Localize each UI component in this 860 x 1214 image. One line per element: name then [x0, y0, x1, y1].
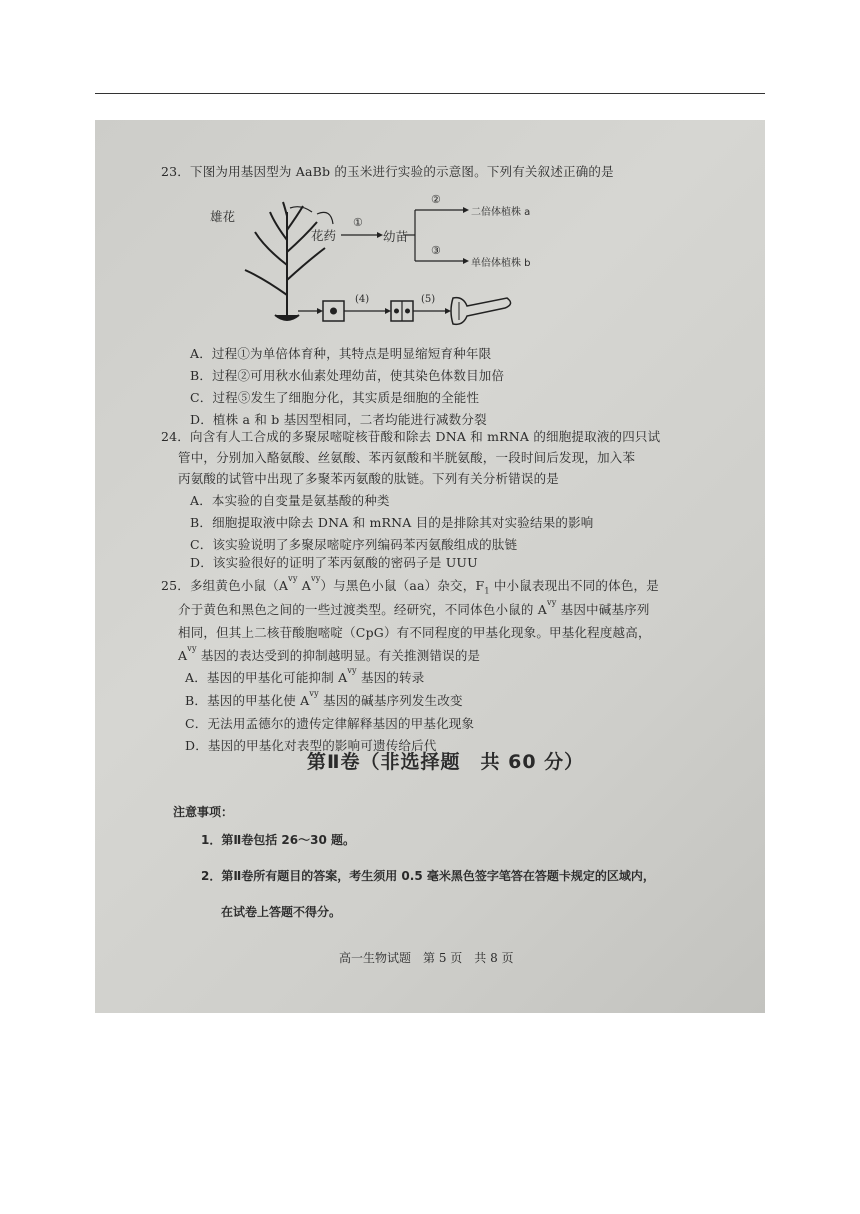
q25-line-2: 介于黄色和黑色之间的一些过渡类型。经研究，不同体色小鼠的 $A^{vy}$ 基因中碱基序列	[178, 598, 650, 617]
embryo-icon	[451, 298, 511, 325]
q24-stem-line-3: 丙氨酸的试管中出现了多聚苯丙氨酸的肽链。下列有关分析错误的是	[178, 471, 560, 486]
anther-curve	[317, 212, 333, 224]
step-5-label: (5)	[421, 294, 436, 305]
q23-diagram	[95, 120, 765, 350]
page-footer: 高一生物试题 第 5 页 共 8 页	[339, 951, 514, 965]
q25-option-a: A．基因的甲基化可能抑制 $A^{vy}$ 基因的转录	[185, 666, 425, 685]
label-plant-b: 单倍体植株 b	[471, 258, 531, 269]
q25-option-b: B．基因的甲基化使 $A^{vy}$ 基因的碱基序列发生改变	[185, 689, 463, 708]
notes-item-2: 2．第Ⅱ卷所有题目的答案，考生须用 0.5 毫米黑色签字笔答在答题卡规定的区域内，	[201, 869, 655, 883]
step-1-label: ①	[353, 216, 363, 229]
scanned-page-photo	[95, 120, 765, 1013]
section-ii-title: 第Ⅱ卷（非选择题 共 60 分）	[307, 751, 585, 773]
q25-line-1: 25．多组黄色小鼠（$A^{vy}$ $A^{vy}$）与黑色小鼠（aa）杂交，$F_1$ 中小鼠表现出不同的体色，是	[161, 574, 659, 596]
step-4-label: (4)	[355, 294, 370, 305]
q24-option-c: C．该实验说明了多聚尿嘧啶序列编码苯丙氨酸组成的肽链	[190, 537, 518, 552]
q24-stem-line-1: 24．向含有人工合成的多聚尿嘧啶核苷酸和除去 DNA 和 mRNA 的细胞提取液的四只试	[161, 429, 661, 444]
notes-item-1: 1．第Ⅱ卷包括 26～30 题。	[201, 833, 356, 847]
label-seedling: 幼苗	[383, 229, 409, 244]
maize-plant-icon	[245, 202, 325, 320]
step-3-label: ③	[431, 244, 441, 257]
top-rule	[95, 93, 765, 94]
label-male-flower: 雄花	[210, 209, 236, 224]
q25-option-c: C．无法用孟德尔的遗传定律解释基因的甲基化现象	[185, 716, 475, 731]
q23-option-c: C．过程⑤发生了细胞分化，其实质是细胞的全能性	[190, 390, 480, 405]
q23-stem: 23．下图为用基因型为 AaBb 的玉米进行实验的示意图。下列有关叙述正确的是	[161, 164, 614, 179]
q24-option-a: A．本实验的自变量是氨基酸的种类	[190, 493, 390, 508]
q25-option-d: D．基因的甲基化对表型的影响可遗传给后代	[185, 738, 437, 753]
q24-stem-line-2: 管中，分别加入酪氨酸、丝氨酸、苯丙氨酸和半胱氨酸，一段时间后发现，加入苯	[178, 450, 636, 465]
step-2-label: ②	[431, 193, 441, 206]
q25-line-4: $A^{vy}$ 基因的表达受到的抑制越明显。有关推测错误的是	[178, 644, 481, 663]
label-anther: 花药	[311, 228, 337, 243]
q23-option-b: B．过程②可用秋水仙素处理幼苗，使其染色体数目加倍	[190, 368, 505, 383]
q23-option-d: D．植株 a 和 b 基因型相同，二者均能进行减数分裂	[190, 412, 487, 427]
q24-option-d: D．该实验很好的证明了苯丙氨酸的密码子是 UUU	[190, 555, 478, 570]
notes-item-3: 在试卷上答题不得分。	[221, 905, 342, 919]
notes-header: 注意事项：	[173, 805, 234, 819]
q23-option-a: A．过程①为单倍体育种，其特点是明显缩短育种年限	[190, 346, 492, 361]
q24-option-b: B．细胞提取液中除去 DNA 和 mRNA 目的是排除其对实验结果的影响	[190, 515, 594, 530]
label-plant-a: 二倍体植株 a	[471, 207, 531, 218]
q25-line-3: 相同，但其上二核苷酸胞嘧啶（CpG）有不同程度的甲基化现象。甲基化程度越高，	[178, 625, 651, 640]
